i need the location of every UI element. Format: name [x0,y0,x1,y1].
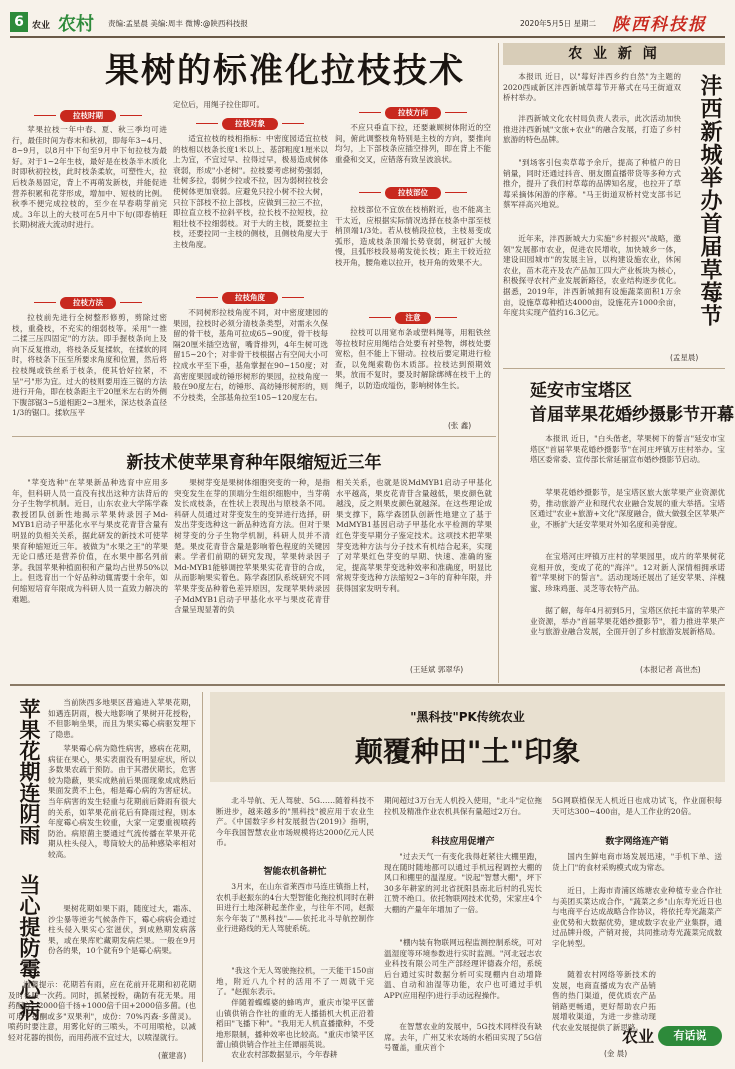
tag-zhuyi: 注意 [395,312,431,324]
rule-mid-page [10,684,725,686]
article4-title: 颠覆种田"土"印象 [354,735,581,768]
tag-lazhi-fangxiang: 拉枝方向 [385,107,441,119]
article1-col2-c: 不同树形拉枝角度不同，对中密度建园的果园，拉枝时必须分清枝条类型，对需永久保留的骨干枝，基角可拉成65~90度，骨干枝每隔20厘米插空选留，嘴背排列，4年生树可选留15~20个；对非骨干枝根据占有空间大小可拉成水平至下垂，基角掌握在90~150度；对高密度果园或纺锤形树形的果园，拉枝角度一般在90度左右，纺锤形、高纺锤形树形的，则不分枝类，全部基角拉至105~120度左右。 [173,308,328,402]
article4-col3-c: 近日，上海市青浦区练塘农业种植专业合作社与美团买菜达成合作，"蔬菜之乡"山东寿光近日也与电商平台达成战略合作协议，将依托寿光蔬菜产业优势和大数据优势，建成数字农业产业集群，通过品牌升级，产销对接，共同推动寿光蔬菜完成数字化转型。 [552,886,722,948]
youhuashuo-badge [658,1026,722,1046]
rule-vertical-right [498,43,499,683]
article4-kicker: "黑科技"PK传统农业 [410,710,525,724]
news1-text-d: 近年来，沣西新城大力实施"乡村振兴"战略，邀领"发展都市农业，促进农民增收，加快城乡一体，建设田园城市"的发展主旨，以构建设施农业，休闲农业，苗木花卉及农产品加工四大产业板块为核心，积极探寻农村产业发展新路径，农业结构逐步优化。据悉，2019年，沣西新城拥有设施蔬菜面积1万余亩，设施草莓种植达4000亩，设施花卉1000余亩，年度共实现产值约16.3亿元。 [503,234,681,318]
article1-col2-a: 定位后，用绳子拉住即可。 [173,100,265,109]
article1-col1-b: 拉枝前先进行全树整形修剪，剪除过密枝，重叠枝，不充实的细弱枝等。采用"一推二揉三压四固定"的方法。即手握枝条向上及向下反复推动，将枝条反复揉软，在揉软的同时，将枝条下压至所要求角度和位置，然后将拉枝绳或铁丝系于枝条，使其恰好拉紧，不呈"弓"形为宜。过大的枝则要用连三锯的方法进行开角，即在枝条距主干20厘米左右的外侧下腹部锯3~5道相距2~3厘米，深达枝条直径1/3的锯口。揉软压平 [12,313,167,418]
news2-title-line1: 延安市宝塔区 [530,381,632,401]
article3-vertical-title-b: 当心提防霉心病 [17,874,41,1021]
article4-sub2: 科技应用促增产 [431,837,495,847]
news-heading-text: 农 业 新 闻 [568,46,660,62]
article4-sub3: 数字网络连产销 [605,837,669,847]
article4-col2-c: "棚内装有物联网远程监测控制系统，可对温湿度等环境参数进行实时监测。"河北冠志农业科技有限公司生产部经理评德森介绍，系统后台通过实时数据分析可实现棚内自动增降温、自动和油湿等功能，农户也可通过手机APP(应用程序)进行手动远程操作。 [384,938,542,1000]
newspaper-name: 陕西科技报 [612,15,707,35]
news1-text-a: 本报讯 近日，以"莓好沣西乡约自然"为主题的2020西咸新区沣西新城草莓节开幕式在马王街道双桥村举办。 [503,72,681,103]
article2-col2: 果树芽变是果树体细胞突变的一种，是指突变发生在芽的顶端分生组织细胞中，当芽萌发长成枝条，在性状上表现出与原枝条不同。科研人员通过对芽变发生的变异进行选择，研发出芽变选种这一新品种选育方法。但对于果树芽变的分子生物学机制，科研人员并不清楚。果皮花青苷含量是影响着色程度的关键因素。学者们前期的研究发现，苹果转录因子Md-MYB1能够调控苹果果实花青苷的合成，从而影响果实着色。陈学森团队系统研究不同苹果芽变品种着色差异原因，发现苹果转录因子MdMYB1启动子甲基化水平与果皮花青苷含量呈现显著的负 [174,478,330,615]
section-label-big: 农村 [58,14,94,35]
news1-byline: (孟星晨) [670,353,699,362]
article1-col2-b: 适宜拉枝的枝相指标：中密度园适宜拉枝的枝相以枝条长度1米以上、基部粗度1厘米以上为宜，不宜过早、拉得过早，极易造成树体衰弱，形成"小老树"。拉枝要考虑树势强弱，壮树多拉，弱树少拉或不拉，因为弱树拉枝会使树体更加衰弱。应避免只拉小树不拉大树，只拉下部枝不拉上部枝，应做到三拉三不拉，即拉直立枝不拉斜平枝，拉长枝不拉短枝，拉粗壮枝不拉细弱枝。对于大的主枝，既要拉主枝，还要拉同一主枝的侧枝，且侧枝角度大于主枝角度。 [173,134,328,249]
news2-title-line2: 首届苹果花婚纱摄影节开幕 [530,405,734,425]
tag-lazhi-fangfa: 拉枝方法 [60,297,116,309]
article4-col2-a: 期间超过3万台无人机投入使用，"北斗"定位拖拉机及精准作业农机具保有量超过2万台。 [384,796,542,816]
article1-col1-a: 苹果拉枝一年中春、夏、秋三季均可进行，最佳时间为春末和秋初，即每年3~4月、8~9月，以8月中下旬至9月中下旬拉枝为最好。对于1~2年生枝，最好是在枝条半木质化时即秋初拉枝，此时枝条柔软，可塑性大，拉后枝条易固定，背上不再萌发新枝，并能促进营养积累和花芽形成，增加中、短枝的比例。秋季不便完成拉枝的，至少在早春萌芽前完成。3年以上的大枝可在5月中下旬(即春梢旺长期)树液大流动时进行。 [12,125,167,230]
news2-byline: (本报记者 高世杰) [640,665,701,674]
tag-lazhi-jiaodu: 拉枝角度 [222,292,278,304]
article2-byline: (王延斌 郭翠华) [410,665,464,674]
article4-col1-c: "我这个无人驾驶拖拉机，一天能干150亩地，附近八九个村的活用不了一周就干完了。"赵振东表示。 [216,966,374,997]
article2-col3: 相关关系，也就是说MdMYB1启动子甲基化水平越高，果皮花青苷含量越低，果皮颜色就越浅，反之则果皮颜色就越深。在这些理论成果支撑下，陈学森团队创新性地建立了基于MdMYB1基因启动子甲基化水平检测的苹果红色芽变早期分子鉴定技术。这项技术把苹果芽变选种方法与分子技术有机结合起来，实现了对苹果红色芽变的早期、快速、准确的鉴定，提高苹果芽变选种效率和准确度，明显比常规芽变选种方法缩短2~3年的育种年限，并获得国家发明专利。 [336,478,492,593]
article1-col3-b: 拉枝部位不宜放在枝梢附近，也不能离主干太近，应根据实际情况选择在枝条中部至枝梢顶端1/3处。若从枝梢段拉枝，主枝易变成弧形，造成枝条顶端长势衰弱，树冠扩大缓慢，且弧形枝段易萌发徒长枝；距主干较近拉枝开角，腰角难以拉开，枝开角的效果不大。 [335,205,491,267]
article1-title: 果树的标准化拉枝技术 [105,51,465,91]
rule-news-divider [503,368,725,369]
issue-date: 2020年5月5日 星期二 [520,19,597,28]
article4-col2-b: "过去天气一有变化我得赶紧往大棚里跑，现在随时随地都可以通过手机远程调控大棚的风口和棚里的温湿度。"说起"智慧大棚"，坪下30多年耕家的河北省抚阳县南北后村的孔宪长江赞不绝口。依托物联网技术优势，宋家庄4个大棚的产量年年增加了一倍。 [384,852,542,914]
news1-text-b: 沣西新城文化农村局负责人表示，此次活动加快推进沣西新城"文旅+农业"的融合发展，打造了乡村旅游的特色品牌。 [503,114,681,145]
masthead-rule [10,36,725,38]
article4-col1-e: 农业农村部数据显示，今年春耕 [231,1050,338,1059]
article4-col1-a: 北斗导航、无人驾驶、5G……随着科技不断进步，越来越多的"黑科技"被应用于农业生产。《中国数字乡村发展报告(2019)》指明，今年我国智慧农业市场规模将达2000亿元人民币。 [216,796,374,848]
page-number: 6 [10,12,28,32]
article3-vertical-title-a: 苹果花期连阴雨 [17,698,41,845]
news2-text-d: 据了解，每年4月初到5月，宝塔区依托丰富的苹果产业资源，举办"首届苹果花婚纱摄影节"，着力推进苹果产业与旅游业融合发展，全面开创了乡村旅游发展新格局。 [530,606,725,637]
article4-col2-d: 在智慧农业的发展中，5G技术同样没有缺席。去年，广州艾米农场的水稻田实现了5G信号覆盖，重庆首个 [384,1022,542,1053]
news2-text-b: 苹果花婚纱摄影节，是宝塔区旅大旅苹果产业资源优势，推动旅游产业和现代农业融合发展的重大举措。宝塔区通过"农业+旅游+文化"深度融合，做大做强全区苹果产业，不断扩大延安苹果对外知名度和美誉度。 [530,488,725,529]
tag-lazhi-duixiang: 拉枝对象 [222,118,278,130]
news2-text-c: 在宝塔河庄坪镇万庄村的苹果园里，成片的苹果树花竞相开放，变成了花的"海洋"。12对新人深情相拥承诺着"苹果树下的誓言"。活动现场还展出了延安苹果、洋槐蜜、珍珠鸡蛋、灵芝等农特产品。 [530,552,725,593]
article4-sub1: 智能农机备耕忙 [263,867,327,877]
article4-col1-d: 伴随着蝶蝶婆的蜂鸣声，重庆市梁平区蕾山镇供销合作社的重的无人播插机大机正沿着稻田"飞播下种"。"我用无人机直播撒种，不受地形限制，播种效率也比较高。"重庆市梁平区蕾山镇供销合作社主任谭丽英说。 [216,998,374,1050]
article4-byline: (金 晨) [604,1049,628,1058]
article4-col1-b: 3月末，在山东省莱西市马连庄镇指上村，农机手赵振东的4台大型智能化拖拉机同时在耕田进行土地深耕起垄作业，与往年不同，赵振东今年装了"黑科技"——依托北斗导航控制作业行进路线的无人驾驶系统。 [216,882,374,934]
section-label-small: 农业 [32,21,51,31]
article4-col3-d: 随着农村网络等新技术的发展，电商直播成为农产品销售的热门渠道，使优质农产品销路更畅通，更好帮助农户拓展增收渠道，为进一步推动现代农业发展提供了新思路。 [552,970,656,1032]
article1-col3-a: 不应只垂直下拉，还要兼顾树体附近的空间，俯此调整枝角特别是主枝的方向，要推向均匀，上下部枝条应插空排列，即在背上不能重叠和交叉，应错落有致呈波浪状。 [335,123,491,164]
rule-vertical-bottom [202,692,203,1062]
news1-vertical-title: 沣西新城举办首届草莓节 [697,74,723,327]
youhuashuo-text: 有话说 [673,1029,707,1042]
editors-line: 责编:孟星晨 美编:周丰 微博:@陕西科技报 [108,19,248,28]
news2-text-a: 本报讯 近日，"白头偕老，苹果树下的誓言"延安市宝塔区"首届苹果花婚纱摄影节"在河庄坪镇万庄村举办。宝塔区委常委、宣传部长常延丽宣布婚纱摄影节启动。 [530,434,725,465]
masthead [0,0,735,38]
article4-col3-a: 5G网联植保无人机近日也成功试飞，作业面积每天可达300~400亩，是人工作业的20倍。 [552,796,722,816]
article1-byline: (张 鑫) [448,421,472,430]
article2-col1: "苹变选种"在苹果新品种选育中应用多年，但科研人员一直没有找出这种方法背后的分子生物学机制。近日，山东农业大学陈学森教授团队创新性地揭示苹果转录因子Md-MYB1启动子甲基化水平与果皮花青苷含量有明显的负相关关系，据此研发的新技术可使苹果育种缩短近三年。被做为"水果之王"的苹果无论口感还是营养价值，在水果中都名列前茅。我国苹果种植面积和产量均占世界50%以上。但选育出一个好品种动辄需要十余年，如何缩短培育年限成为科研人员一直致力解决的难题。 [12,478,168,604]
article4-col3-b: 国内生鲜电商市场发展迅速，"手机下单、送货上门"的食材采购模式成为常态。 [552,852,722,872]
article3-text-b: 苹果霉心病为隐性病害，感病在花期，病征在果心，果实表面没有明显症状，所以多数果农疏于预防。由于其潜伏期长，危害较为隐蔽，果实成熟前后果面现象成成熟后果面发黄不上色，相是霉心病的为害症状。当年病害的发生轻重与花期前后降雨有很大的关系，如苹果花前花后有降雨过程，则本年度霉心病发生较重，大家一定要重视喷药防治。病原菌主要通过气流传播在苹果开花期从柱头侵入，萼筒较大的品种感染率相对较高。 [48,744,196,859]
article2-title: 新技术使苹果育种年限缩短近三年 [126,453,382,473]
rule-under-article1 [12,436,496,437]
article3-text-a: 当前陕西多地果区普遍进入苹果花期，如遇连阴雨，极大地影响了果树开花授粉，不但影响坐果，而且为果实霉心病驱发埋下了隐患。 [48,698,196,739]
news-heading [503,43,725,65]
article3-text-d: 温馨提示：花期若有雨，应在花前开花期和初花期及时各喷一次药。同时，抓紧授粉，确防有花无果。用药配方：2000倍千扬+1000倍千田+2000倍多菌。(也可用千扬酮或多"双果利"，成份：70%丙森·多菌灵)。喷药时要注意，用雾化好的三喷头，不可用喷枪，以减轻对花器的损伤，而用药液不宜过大，以喷湿就行。 [8,980,196,1042]
tag-lazhi-buwei: 拉枝部位 [385,187,441,199]
news1-text-c: "到场客引包卖草莓予余斤，提高了种植户的日销量，同时还通过抖音、朋友圈直播带货等多种方式推介，提升了我们村草莓的品牌知名度，也拉开了草莓采摘体闲游的序幕。"马王街道双桥村党支部书记蔡军祥高兴地说。 [503,158,681,210]
article3-text-c: 果树花期如果下雨，随度过大，霜冻、沙尘暴等逆劣气候条件下，霉心病病会通过柱头侵入果实心室滋伏，到成熟期发病落果，或在果库贮藏期发病烂果。一般在9月份各的果，10个就有9个是霉心病果。 [48,904,196,956]
article1-col3-c: 拉枝可以用宽布条或塑料绳等，用粗铁丝等拉枝时应用绳结合处要有衬垫物，绑枝处要宽松，但不能上下错动。拉枝后要定期进行检查，以免绳索勒伤木质部。拉枝达到预期效果，放而不复时，要及时解除绑缚在枝干上的绳子，以防造成缢伤，影响树体生长。 [335,328,491,390]
nongye-badge: 农业 [622,1027,655,1046]
tag-lazhi-shiqi: 拉枝时期 [60,110,116,122]
article3-byline: (董建喜) [158,1051,187,1060]
